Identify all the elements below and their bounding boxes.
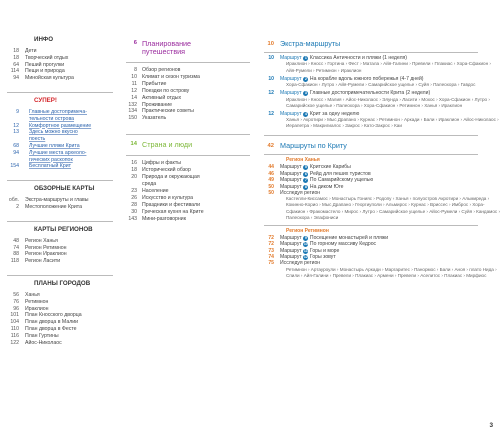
info-title: ИНФО bbox=[34, 36, 54, 43]
toc-page-number: 23 bbox=[131, 187, 137, 194]
country-section bbox=[126, 134, 254, 222]
route-label: Маршрут bbox=[280, 234, 302, 241]
toc-page-number: 16 bbox=[131, 160, 137, 167]
toc-entry[interactable] bbox=[126, 88, 254, 95]
toc-entry[interactable] bbox=[126, 95, 254, 102]
toc-page-number: 10 bbox=[268, 55, 274, 61]
divider bbox=[264, 52, 478, 53]
toc-entry-title: Регион Ираклион bbox=[25, 251, 67, 258]
toc-entry-title: Местоположение Крита bbox=[25, 203, 83, 210]
toc-entry[interactable] bbox=[126, 67, 254, 74]
toc-page-number: 12 bbox=[13, 122, 19, 129]
route-number-badge: 5 bbox=[304, 165, 307, 170]
toc-entry-title: Население bbox=[142, 187, 169, 194]
toc-page-number: 74 bbox=[268, 253, 274, 260]
divider bbox=[264, 225, 478, 226]
toc-page-number: 132 bbox=[128, 101, 137, 108]
route-description: Кастелли-Киссамос › Монастырь Гонияс › Родопу › Ханья › полуостров Акротири › Альмиреда › Кокинно-Корио › Мыс Драпано › Георгиуполи › Альмирос › Курнас › Вриссес › Имброс › Хора-Сфакион › Фракомастело › Мирос › Лутро › Самарийское ущелье › Айос-Румели › Суйя › Кандамос › Палеохора › Элафониси bbox=[286, 196, 500, 220]
toc-entry-title: Регион Ханья bbox=[25, 237, 58, 244]
toc-entry-title: План Гуртины bbox=[25, 332, 59, 339]
toc-entry[interactable] bbox=[7, 299, 120, 306]
toc-page-number: 110 bbox=[10, 325, 19, 332]
toc-entry[interactable] bbox=[7, 292, 120, 299]
toc-page-number: 122 bbox=[10, 339, 19, 346]
toc-page-number bbox=[7, 157, 25, 164]
route-label: Маршрут bbox=[280, 247, 302, 254]
route-number-badge: 8 bbox=[304, 184, 307, 189]
chapter-title[interactable]: Маршруты по Криту bbox=[280, 141, 347, 151]
toc-entry[interactable] bbox=[7, 251, 120, 258]
toc-entry-title: Праздники и фестивали bbox=[142, 201, 200, 208]
toc-entry[interactable] bbox=[7, 319, 120, 326]
toc-entry[interactable] bbox=[7, 48, 120, 55]
route-number-badge: 2 bbox=[304, 76, 307, 81]
route-title: Классика Античности и пляжи (1 неделя) bbox=[309, 55, 407, 61]
divider bbox=[7, 275, 113, 276]
toc-page-number: 26 bbox=[131, 194, 137, 201]
route-title: Крит за одну неделю bbox=[309, 110, 360, 117]
route-description: Ретимнон › Артауроули › Монастырь Аркади › Маргаритес › Панормос › Бали › Аноя › плато Нида › Спили › Айя-Галини › Превели › Плакиас › Армени › Превели › Аселитос › Плакиас › Мирфиос bbox=[286, 266, 497, 278]
toc-entry[interactable] bbox=[126, 108, 254, 115]
toc-page-number: 50 bbox=[268, 189, 274, 196]
toc-page-number: 75 bbox=[268, 260, 274, 267]
route-label: Маршрут bbox=[280, 90, 302, 97]
toc-entry[interactable] bbox=[126, 216, 254, 223]
route-title: Исследуя регион bbox=[280, 189, 321, 196]
toc-page-number: 94 bbox=[13, 75, 19, 82]
chapter-page-number: 14 bbox=[130, 141, 137, 148]
toc-entry[interactable] bbox=[126, 81, 254, 88]
toc-entry[interactable] bbox=[7, 326, 120, 333]
route-label: Маршрут bbox=[280, 170, 302, 177]
toc-page-number: 68 bbox=[13, 142, 19, 149]
toc-entry[interactable] bbox=[7, 116, 120, 123]
toc-entry-title: Бесплатный Крит bbox=[29, 163, 71, 170]
planning-section bbox=[126, 40, 254, 122]
toc-entry-title: поесть bbox=[29, 136, 46, 143]
crete-routes-section bbox=[264, 135, 500, 279]
toc-entry-title: Минойская культура bbox=[25, 75, 74, 82]
region-maps-title: КАРТЫ РЕГИОНОВ bbox=[34, 225, 93, 233]
toc-entry-title: Регион Ласити bbox=[25, 258, 61, 265]
toc-page-number: 72 bbox=[268, 234, 274, 241]
toc-entry[interactable] bbox=[7, 150, 120, 157]
toc-page-number: 48 bbox=[13, 237, 19, 244]
toc-entry[interactable] bbox=[7, 129, 120, 136]
divider bbox=[264, 135, 478, 136]
route-title: На диком Юге bbox=[309, 183, 344, 190]
toc-page-number: 18 bbox=[131, 167, 137, 174]
sidebar-column bbox=[0, 36, 120, 356]
divider bbox=[126, 62, 250, 63]
toc-page-number: 44 bbox=[268, 164, 274, 171]
toc-entry[interactable] bbox=[7, 197, 120, 204]
route-title: Горы и море bbox=[309, 247, 340, 254]
toc-page-number bbox=[7, 136, 25, 143]
route-label: Маршрут bbox=[280, 75, 302, 82]
toc-entry[interactable] bbox=[126, 115, 254, 122]
divider bbox=[126, 134, 250, 135]
toc-page-number: 14 bbox=[131, 94, 137, 101]
divider bbox=[7, 180, 113, 181]
toc-page-number: 8 bbox=[134, 67, 137, 73]
toc-entry-title: Обзор регионов bbox=[142, 67, 181, 73]
chapter-page-number: 6 bbox=[133, 40, 137, 46]
toc-entry[interactable] bbox=[7, 55, 120, 62]
toc-entry[interactable] bbox=[7, 75, 120, 82]
toc-entry[interactable] bbox=[126, 202, 254, 209]
routes-column bbox=[264, 40, 500, 279]
chapter-page-number: 42 bbox=[267, 143, 274, 150]
toc-entry-title: Цифры и факты bbox=[142, 160, 181, 167]
toc-entry-title: среда bbox=[142, 180, 157, 187]
toc-entry[interactable] bbox=[126, 181, 254, 188]
chapter-title[interactable]: Экстра-маршруты bbox=[280, 39, 341, 48]
route-title: Критские Карибы bbox=[309, 164, 351, 171]
route-number-badge: 11 bbox=[303, 248, 308, 253]
toc-entry-title: План Кносского дворца bbox=[25, 312, 82, 319]
toc-entry-title: Пеший прогулки bbox=[25, 61, 65, 68]
toc-entry[interactable] bbox=[7, 136, 120, 143]
toc-page-number: 18 bbox=[13, 48, 19, 54]
toc-entry[interactable] bbox=[7, 238, 120, 245]
route-label: Маршрут bbox=[280, 55, 302, 61]
divider bbox=[7, 221, 113, 222]
toc-entry-title: Регион Ретимнон bbox=[25, 244, 67, 251]
toc-entry[interactable] bbox=[126, 74, 254, 81]
toc-page-number: 134 bbox=[128, 108, 137, 115]
toc-page-number: 12 bbox=[268, 110, 274, 117]
toc-page-number: 96 bbox=[13, 305, 19, 312]
city-plans-title: ПЛАНЫ ГОРОДОВ bbox=[34, 279, 91, 287]
toc-page-number: 154 bbox=[10, 163, 19, 170]
route-label: Маршрут bbox=[280, 164, 302, 171]
toc-page-number: 94 bbox=[13, 149, 19, 156]
toc-entry-title: Прибытие bbox=[142, 80, 167, 87]
route-entry-text bbox=[280, 260, 320, 266]
toc-page-number: 104 bbox=[10, 319, 19, 326]
route-description: Ираклион › Кносс › Гортина › Фест › Матала › Айя-Галини › Превели › Плакиас › Хора-Сфакион › Айя-Румели › Ретимнон › Ираклион bbox=[286, 61, 491, 73]
extra-routes-section bbox=[264, 40, 500, 129]
toc-page-number: 49 bbox=[268, 177, 274, 184]
toc-page-number: 73 bbox=[268, 247, 274, 254]
city-plans-section bbox=[0, 275, 120, 346]
route-description: Ханья › Акротири › Мыс Драпано › Курнас › Ретимнон › Аркади › Бали › Ираклион › Айос-Николаос › Иерапетра › Макригиалос › Закрос › Като-Закрос › Каи bbox=[286, 117, 499, 129]
overview-maps-section bbox=[0, 180, 120, 211]
route-title: Рейд для пеших туристов bbox=[309, 170, 371, 177]
toc-page-number: 12 bbox=[268, 90, 274, 97]
toc-page-number: 13 bbox=[13, 129, 19, 136]
toc-page-number: 118 bbox=[10, 258, 19, 265]
toc-entry-title: Экстра-маршруты и главы bbox=[25, 197, 89, 204]
divider bbox=[264, 154, 478, 155]
toc-entry[interactable] bbox=[7, 245, 120, 252]
toc-entry-title: гических раскопок bbox=[29, 156, 73, 163]
toc-entry-title: Поездки по острову bbox=[142, 87, 190, 94]
toc-entry-title: Природа и окружающая bbox=[142, 174, 200, 181]
route-label: Маршрут bbox=[280, 241, 302, 248]
chapter-page-number: 10 bbox=[267, 41, 274, 47]
toc-entry[interactable] bbox=[126, 102, 254, 109]
route-title: По горному массиву Кедрос bbox=[309, 241, 377, 248]
toc-entry-title: Айос-Николаос bbox=[25, 339, 62, 346]
toc-entry-title: Практические советы bbox=[142, 108, 194, 115]
toc-entry[interactable] bbox=[126, 209, 254, 216]
toc-entry-title: Греческая кухня на Крите bbox=[142, 208, 204, 215]
route-number-badge: 1 bbox=[304, 56, 307, 60]
toc-page-number: обл. bbox=[8, 197, 19, 204]
toc-entry-title: Исторический обзор bbox=[142, 167, 191, 174]
toc-entry[interactable] bbox=[7, 258, 120, 265]
route-number-badge: 3 bbox=[304, 91, 307, 96]
toc-entry-title: Проживание bbox=[142, 101, 173, 108]
toc-page-number: 20 bbox=[131, 174, 137, 181]
route-label: Маршрут bbox=[280, 183, 302, 190]
route-title: По Самарийскому ущелью bbox=[309, 177, 374, 184]
toc-entry[interactable] bbox=[7, 109, 120, 116]
toc-page-number: 30 bbox=[131, 208, 137, 215]
divider bbox=[7, 92, 113, 93]
toc-page-number: 2 bbox=[16, 203, 19, 210]
toc-page-number: 18 bbox=[13, 54, 19, 61]
toc-page-number bbox=[7, 116, 25, 123]
toc-page-number: 114 bbox=[10, 68, 19, 75]
toc-entry-title: Ретимнон bbox=[25, 298, 49, 305]
toc-page-number: 101 bbox=[10, 312, 19, 319]
toc-page-number: 10 bbox=[131, 73, 137, 80]
toc-entry-title: Климат и сезон туризма bbox=[142, 73, 200, 80]
toc-entry-title: Творческий отдых bbox=[25, 54, 69, 61]
toc-page-number: 56 bbox=[13, 291, 19, 298]
page-number: 3 bbox=[489, 422, 493, 429]
divider bbox=[126, 155, 250, 156]
toc-page-number: 28 bbox=[131, 201, 137, 208]
toc-page-number: 150 bbox=[128, 115, 137, 122]
region-khania-title: Регион Ханья bbox=[286, 157, 320, 164]
region-maps-section bbox=[0, 221, 120, 265]
route-title: Исследуя регион bbox=[280, 260, 321, 267]
toc-entry-title: Здесь можно вкусно bbox=[29, 129, 78, 136]
toc-page-number: 116 bbox=[10, 332, 19, 339]
route-description: Ираклион › Кносс › Малия › Айос-Николаос › Элунда › Ласити › Мохос › Хора-Сфакион › Лутро › Самарийское ущелье › Палеохора › Хора-Сфакион › Ретимнон › Ханья › Ираклион bbox=[286, 96, 490, 108]
toc-page-number: 11 bbox=[131, 80, 137, 87]
toc-page-number bbox=[126, 181, 142, 188]
toc-page-number: 10 bbox=[268, 75, 274, 82]
route-description: Хора-Сфакион › Лутро › Айя-Румели › Самарийское ущелье › Суйя › Палеохора › Гавдос bbox=[286, 82, 476, 87]
toc-entry[interactable] bbox=[7, 312, 120, 319]
route-title: Главные достопримечательности Крита (2 недели) bbox=[309, 90, 431, 97]
toc-page-number: 72 bbox=[268, 241, 274, 248]
toc-entry[interactable] bbox=[126, 195, 254, 202]
chapter-title[interactable]: Планирование путешествия bbox=[142, 39, 192, 56]
toc-entry[interactable] bbox=[126, 174, 254, 181]
route-title: Посещение монастырей и пляжи bbox=[309, 234, 389, 241]
route-number-badge: 9 bbox=[304, 235, 307, 240]
toc-entry-title: Главные достопримеча- bbox=[29, 108, 87, 115]
toc-entry[interactable] bbox=[7, 306, 120, 313]
toc-entry[interactable] bbox=[7, 163, 120, 170]
toc-entry-title: Мини-разговорник bbox=[142, 215, 186, 222]
toc-entry-title: Комфортное размещение bbox=[29, 122, 92, 129]
route-number-badge: 4 bbox=[304, 111, 307, 116]
toc-page-number: 76 bbox=[13, 298, 19, 305]
toc-entry-title: Лучшие места археоло- bbox=[29, 149, 87, 156]
route-label: Маршрут bbox=[280, 253, 302, 260]
toc-page-number: 9 bbox=[16, 108, 19, 115]
route-label: Маршрут bbox=[280, 110, 302, 117]
toc-entry-title: Дети bbox=[25, 48, 37, 54]
route-title: На корабле вдоль южного побережья (4-7 дней) bbox=[309, 75, 424, 82]
toc-entry-title: Ираклион bbox=[25, 305, 49, 312]
toc-entry-title: Активный отдых bbox=[142, 94, 182, 101]
overview-maps-title: ОБЗОРНЫЕ КАРТЫ bbox=[34, 185, 95, 193]
toc-entry-title: Указатель bbox=[142, 115, 167, 122]
toc-entry-title: Пещи и природа bbox=[25, 68, 65, 75]
toc-entry-title: Ханья bbox=[25, 291, 40, 298]
toc-page-number: 64 bbox=[13, 61, 19, 68]
toc-entry[interactable] bbox=[126, 167, 254, 174]
region-rethymno-title: Регион Ретимнон bbox=[286, 227, 329, 234]
toc-entry-title: План дворца в Фесте bbox=[25, 325, 77, 332]
toc-entry-title: План дворца в Малии bbox=[25, 319, 79, 326]
toc-entry-title: Лучшие пляжи Крита bbox=[29, 142, 80, 149]
chapter-title[interactable]: Страна и люди bbox=[142, 140, 193, 150]
toc-page-number: 12 bbox=[131, 87, 137, 94]
toc-entry[interactable] bbox=[7, 340, 120, 347]
super-title: СУПЕР! bbox=[34, 96, 57, 104]
toc-entry-title: тельности острова bbox=[29, 115, 75, 122]
toc-page-number: 50 bbox=[268, 183, 274, 190]
toc-entry[interactable] bbox=[7, 62, 120, 69]
toc-entry[interactable] bbox=[7, 204, 120, 211]
route-number-badge: 10 bbox=[303, 242, 308, 247]
toc-entry[interactable] bbox=[7, 143, 120, 150]
toc-page-number: 88 bbox=[13, 251, 19, 258]
main-chapters-column bbox=[126, 40, 254, 222]
route-number-badge: 12 bbox=[303, 254, 308, 259]
route-label: Маршрут bbox=[280, 177, 302, 184]
route-title: Горы зовут bbox=[309, 253, 336, 260]
toc-entry[interactable] bbox=[7, 333, 120, 340]
toc-page-number: 143 bbox=[128, 215, 137, 222]
super-section bbox=[0, 92, 120, 170]
toc-entry[interactable] bbox=[126, 188, 254, 195]
info-section bbox=[0, 36, 120, 82]
route-entry-text bbox=[280, 90, 430, 96]
route-number-badge: 6 bbox=[304, 171, 307, 176]
toc-page-number: 46 bbox=[268, 170, 274, 177]
toc-entry[interactable] bbox=[7, 123, 120, 130]
route-number-badge: 7 bbox=[304, 178, 307, 183]
toc-page-number: 74 bbox=[13, 244, 19, 251]
toc-entry-title: Искусство и культура bbox=[142, 194, 193, 201]
